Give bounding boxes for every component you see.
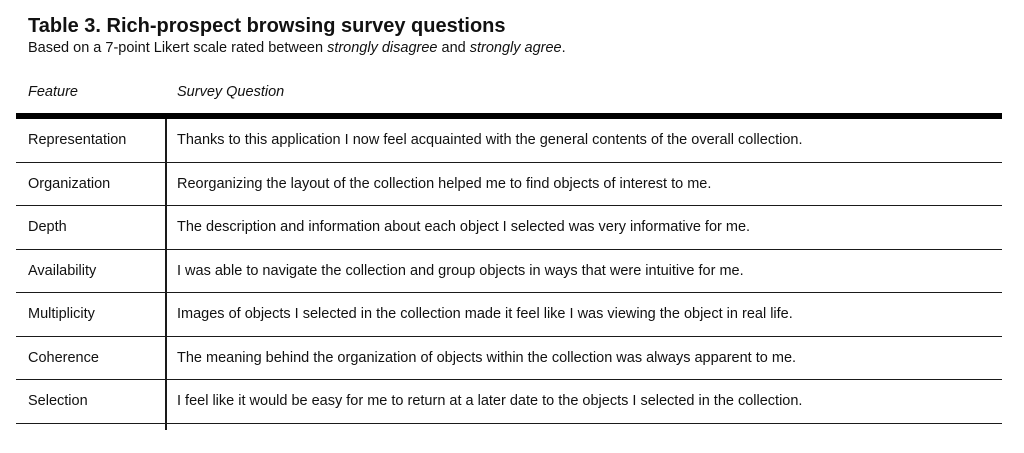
feature-cell: Availability [28,262,97,279]
column-divider [165,119,167,430]
feature-cell: Depth [28,219,67,236]
question-cell: I feel like it would be easy for me to return at a later date to the objects I selected in the collection. [177,393,803,410]
question-cell: The description and information about each object I selected was very informative for me. [177,219,751,236]
table-row [16,206,1002,250]
question-cell: I was able to navigate the collection and group objects in ways that were intuitive for me. [177,262,744,279]
table-row [16,293,1002,337]
subtitle-scale-low: strongly disagree [327,40,438,56]
column-header-feature: Feature [28,84,78,100]
table-body [16,119,1002,424]
table-row [16,380,1002,424]
feature-cell: Representation [28,132,127,149]
table-row [16,163,1002,207]
subtitle-end: . [561,40,566,56]
question-cell: Reorganizing the layout of the collection helped me to find objects of interest to me. [177,175,712,192]
feature-cell: Multiplicity [28,306,95,323]
table-row [16,250,1002,294]
feature-cell: Coherence [28,349,99,366]
table-row [16,337,1002,381]
table-caption [28,14,566,57]
feature-cell: Organization [28,175,111,192]
table-subtitle [28,39,566,57]
question-cell: Images of objects I selected in the collection made it feel like I was viewing the object in real life. [177,306,793,323]
subtitle-prefix: Based on a 7-point Likert scale rated between [28,40,328,56]
feature-cell: Selection [28,393,88,410]
table-title: Table 3. Rich-prospect browsing survey questions [28,15,506,37]
column-header-question: Survey Question [177,84,285,100]
question-cell: Thanks to this application I now feel acquainted with the general contents of the overall collection. [177,132,803,149]
subtitle-scale-high: strongly agree [469,40,562,56]
subtitle-and: and [437,40,470,56]
table-row [16,119,1002,163]
question-cell: The meaning behind the organization of objects within the collection was always apparent to me. [177,349,797,366]
